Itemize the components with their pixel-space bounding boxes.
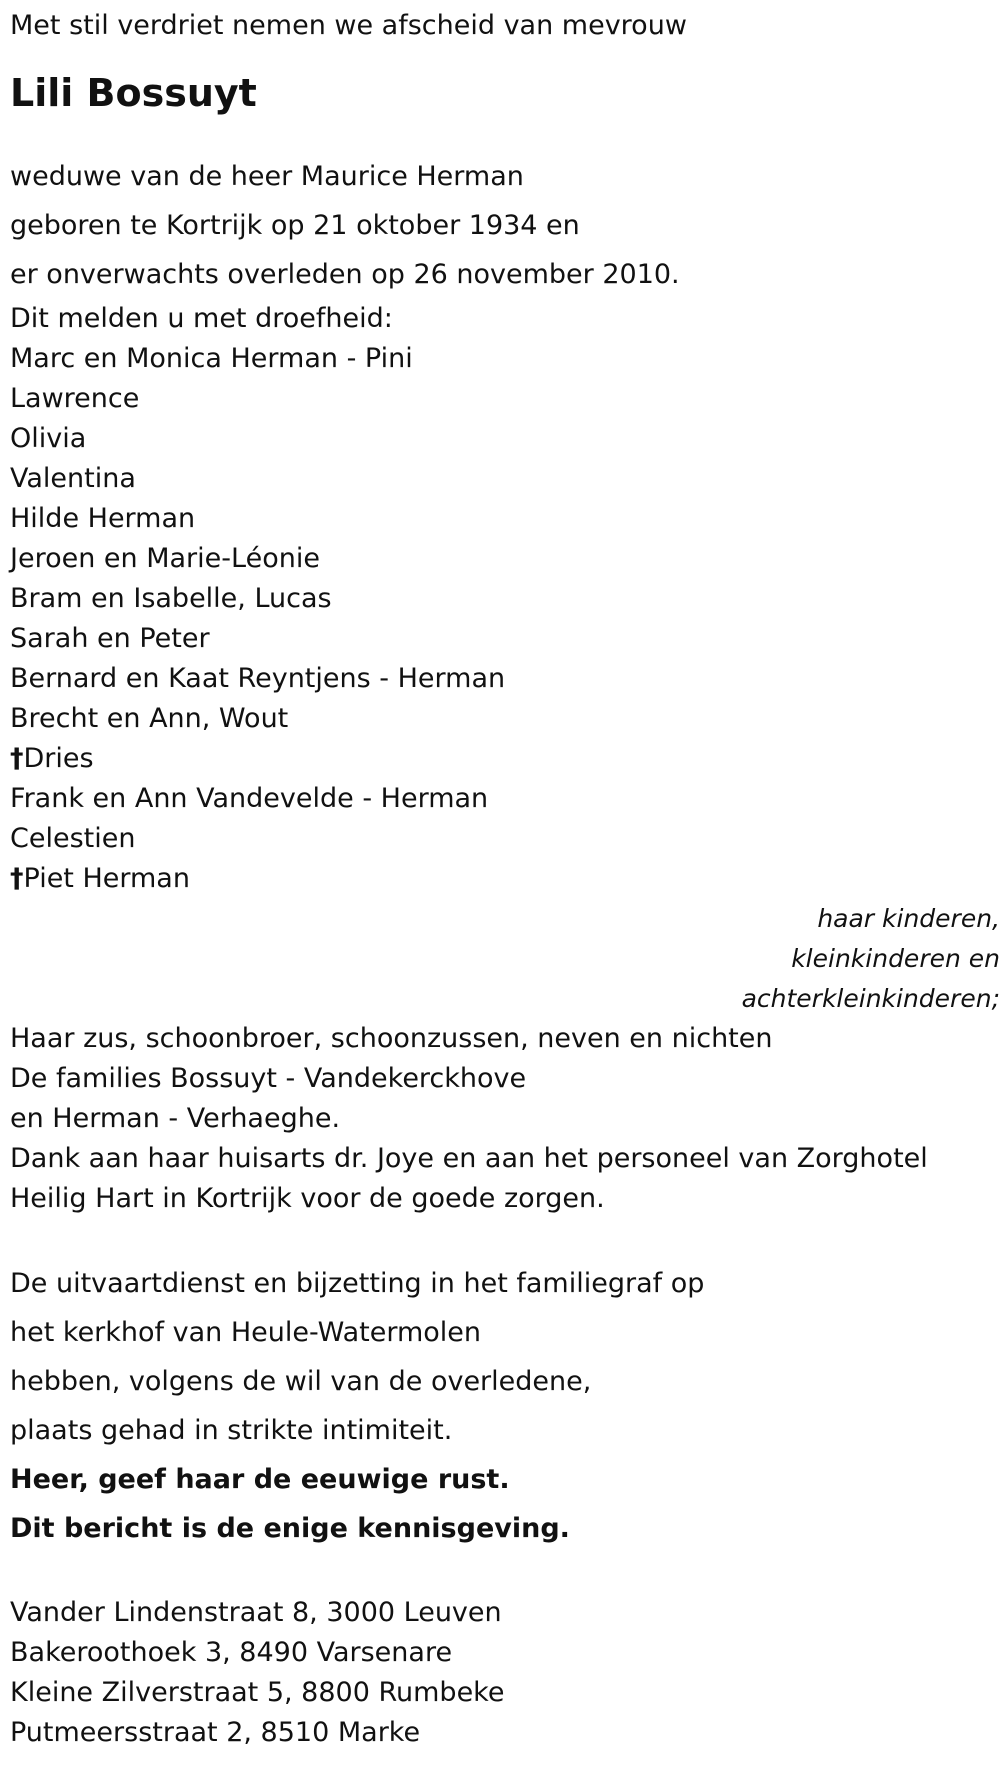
thanks-line: Dank aan haar huisarts dr. Joye en aan het personeel van Zorghotel xyxy=(10,1143,928,1174)
relatives-line: De families Bossuyt - Vandekerckhove xyxy=(10,1063,527,1094)
family-member: Lawrence xyxy=(10,383,140,414)
family-list xyxy=(10,299,990,899)
family-member: Frank en Ann Vandevelde - Herman xyxy=(10,783,489,814)
family-member: Valentina xyxy=(10,463,136,494)
funeral-section xyxy=(10,1259,990,1553)
address-line: Kleine Zilverstraat 5, 8800 Rumbeke xyxy=(10,1677,505,1708)
relatives-line: Haar zus, schoonbroer, schoonzussen, neven en nichten xyxy=(10,1023,773,1054)
family-member: Bernard en Kaat Reyntjens - Herman xyxy=(10,663,506,694)
address-line: Vander Lindenstraat 8, 3000 Leuven xyxy=(10,1597,502,1628)
detail-line: weduwe van de heer Maurice Herman xyxy=(10,161,524,192)
family-member: Hilde Herman xyxy=(10,503,196,534)
detail-line: er onverwachts overleden op 26 november 2010. xyxy=(10,259,680,290)
funeral-line: het kerkhof van Heule-Watermolen xyxy=(10,1317,482,1348)
address-line: Putmeersstraat 2, 8510 Marke xyxy=(10,1717,421,1748)
cross-mark: † xyxy=(10,863,24,894)
family-member: Marc en Monica Herman - Pini xyxy=(10,343,413,374)
closing-prayer: Heer, geef haar de eeuwige rust. xyxy=(10,1464,510,1495)
family-member: Sarah en Peter xyxy=(10,623,210,654)
closing-notice: Dit bericht is de enige kennisgeving. xyxy=(10,1513,570,1544)
relatives-line: en Herman - Verhaeghe. xyxy=(10,1103,341,1134)
cross-mark: † xyxy=(10,743,24,774)
family-member: Bram en Isabelle, Lucas xyxy=(10,583,332,614)
address-line: Bakeroothoek 3, 8490 Varsenare xyxy=(10,1637,453,1668)
mourners-intro: Dit melden u met droefheid: xyxy=(10,303,393,334)
deceased-details xyxy=(10,152,990,299)
caption-line: kleinkinderen en xyxy=(791,944,1000,973)
family-caption xyxy=(10,899,1000,1019)
caption-line: achterkleinkinderen; xyxy=(741,984,1000,1013)
family-member: Jeroen en Marie-Léonie xyxy=(10,543,320,574)
relatives-section xyxy=(10,1019,990,1219)
family-member: Brecht en Ann, Wout xyxy=(10,703,289,734)
family-member: †Piet Herman xyxy=(10,859,990,899)
family-member: †Dries xyxy=(10,739,990,779)
thanks-line: Heilig Hart in Kortrijk voor de goede zorgen. xyxy=(10,1183,605,1214)
funeral-line: hebben, volgens de wil van de overledene, xyxy=(10,1366,592,1397)
family-member: Olivia xyxy=(10,423,87,454)
caption-line: haar kinderen, xyxy=(817,904,1000,933)
detail-line: geboren te Kortrijk op 21 oktober 1934 en xyxy=(10,210,580,241)
deceased-name: Lili Bossuyt xyxy=(10,71,257,115)
intro-text: Met stil verdriet nemen we afscheid van mevrouw xyxy=(10,10,687,41)
addresses-section xyxy=(10,1593,990,1753)
family-member: Celestien xyxy=(10,823,136,854)
obituary-notice xyxy=(10,0,1000,1753)
funeral-line: plaats gehad in strikte intimiteit. xyxy=(10,1415,453,1446)
funeral-line: De uitvaartdienst en bijzetting in het familiegraf op xyxy=(10,1268,705,1299)
